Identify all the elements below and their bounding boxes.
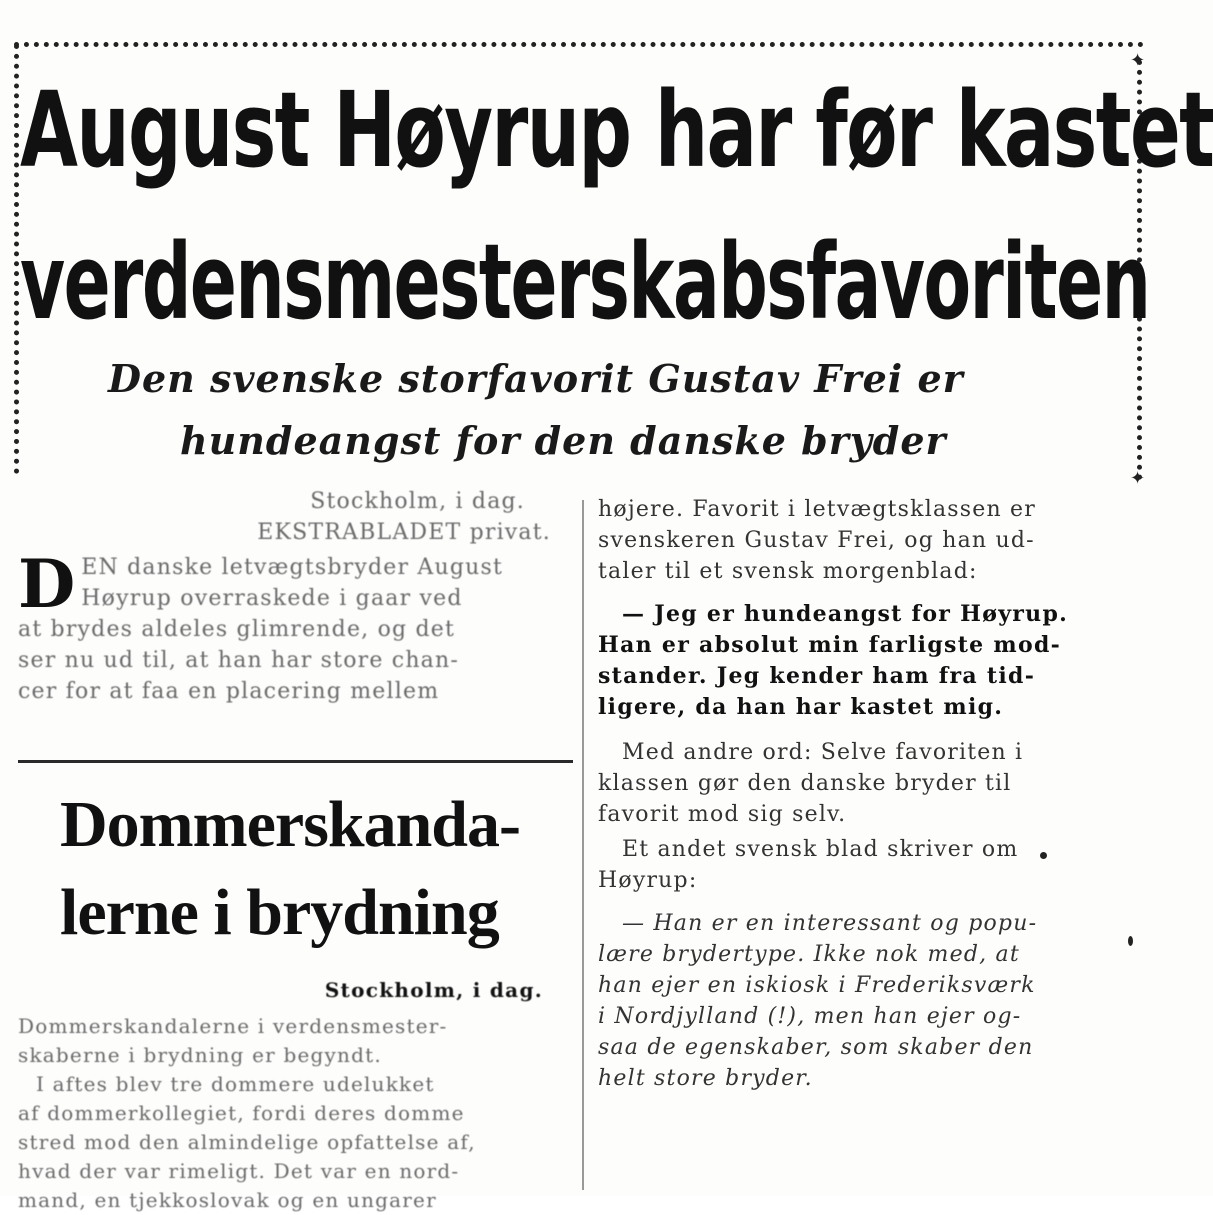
drop-cap: D [18, 545, 76, 623]
quote-line: — Han er en interessant og popu- [622, 911, 1038, 936]
paragraph [598, 834, 1143, 896]
body-line: stred mod den almindelige opfattelse af, [18, 1130, 476, 1154]
quote-line: — Jeg er hundeangst for Høyrup. [622, 601, 1069, 627]
left-column-article [18, 486, 573, 707]
body-line: Høyrup: [598, 868, 698, 893]
body-line: ser nu ud til, at han har store chan- [18, 648, 460, 673]
sidebar-article-body [18, 975, 573, 1215]
body-line: af dommerkollegiet, fordi deres domme [18, 1101, 465, 1125]
body-line: I aftes blev tre dommere udelukket [36, 1072, 435, 1096]
quote-line: helt store bryder. [598, 1066, 813, 1091]
article-body-left [18, 545, 573, 707]
section-divider [18, 760, 573, 763]
dateline: Stockholm, i dag. [310, 489, 525, 514]
top-dotted-border [14, 42, 1144, 47]
quote-line: lære brydertype. Ikke nok med, at [598, 942, 1020, 967]
star-ornament-icon: ✦ [1130, 50, 1146, 71]
quote-line: i Nordjylland (!), men han ejer og- [598, 1004, 1022, 1029]
star-ornament-icon: ✦ [1130, 468, 1146, 489]
left-dotted-border [14, 44, 19, 474]
ink-speck [1128, 936, 1133, 946]
main-headline-line-1: August Høyrup har før kastet [20, 69, 1213, 191]
bold-quote [598, 599, 1143, 723]
main-headline-line-2: verdensmesterskabsfavoriten [20, 221, 1150, 343]
quote-line: han ejer en iskiosk i Frederiksværk [598, 973, 1036, 998]
column-divider [582, 500, 584, 1190]
byline: EKSTRABLADET privat. [257, 520, 551, 545]
body-line: hvad der var rimeligt. Det var en nord- [18, 1159, 460, 1183]
quote-line: ligere, da han har kastet mig. [598, 694, 1004, 720]
right-column-article [598, 494, 1143, 1094]
subheadline-line-2: hundeangst for den danske bryder [180, 418, 947, 463]
subheadline-line-1: Den svenske storfavorit Gustav Frei er [108, 356, 964, 401]
sidebar-headline-line-1: Dommerskanda- [60, 788, 520, 861]
body-line: svenskeren Gustav Frei, og han ud- [598, 528, 1035, 553]
italic-quote [598, 908, 1143, 1094]
body-line: cer for at faa en placering mellem [18, 679, 440, 704]
quote-line: saa de egenskaber, som skaber den [598, 1035, 1034, 1060]
body-line: klassen gør den danske bryder til [598, 771, 1012, 796]
paragraph [598, 737, 1143, 830]
sidebar-dateline: Stockholm, i dag. [324, 978, 543, 1002]
quote-line: stander. Jeg kender ham fra tid- [598, 663, 1036, 689]
body-line: skaberne i brydning er begyndt. [18, 1043, 382, 1067]
body-line: Dommerskandalerne i verdensmester- [18, 1014, 448, 1038]
body-line: favorit mod sig selv. [598, 802, 847, 827]
body-line: mand, en tjekkoslovak og en ungarer [18, 1188, 437, 1212]
body-line: højere. Favorit i letvægtsklassen er [598, 497, 1036, 522]
body-line: EN danske letvægtsbryder August [81, 555, 504, 580]
sidebar-headline-line-2: lerne i brydning [60, 876, 499, 949]
ink-speck [1040, 852, 1047, 859]
body-line: taler til et svensk morgenblad: [598, 559, 978, 584]
body-line: Et andet svensk blad skriver om [622, 837, 1019, 862]
body-line: at brydes aldeles glimrende, og det [18, 617, 456, 642]
quote-line: Han er absolut min farligste mod- [598, 632, 1062, 658]
body-line: Høyrup overraskede i gaar ved [81, 586, 463, 611]
body-line: Med andre ord: Selve favoriten i [622, 740, 1024, 765]
